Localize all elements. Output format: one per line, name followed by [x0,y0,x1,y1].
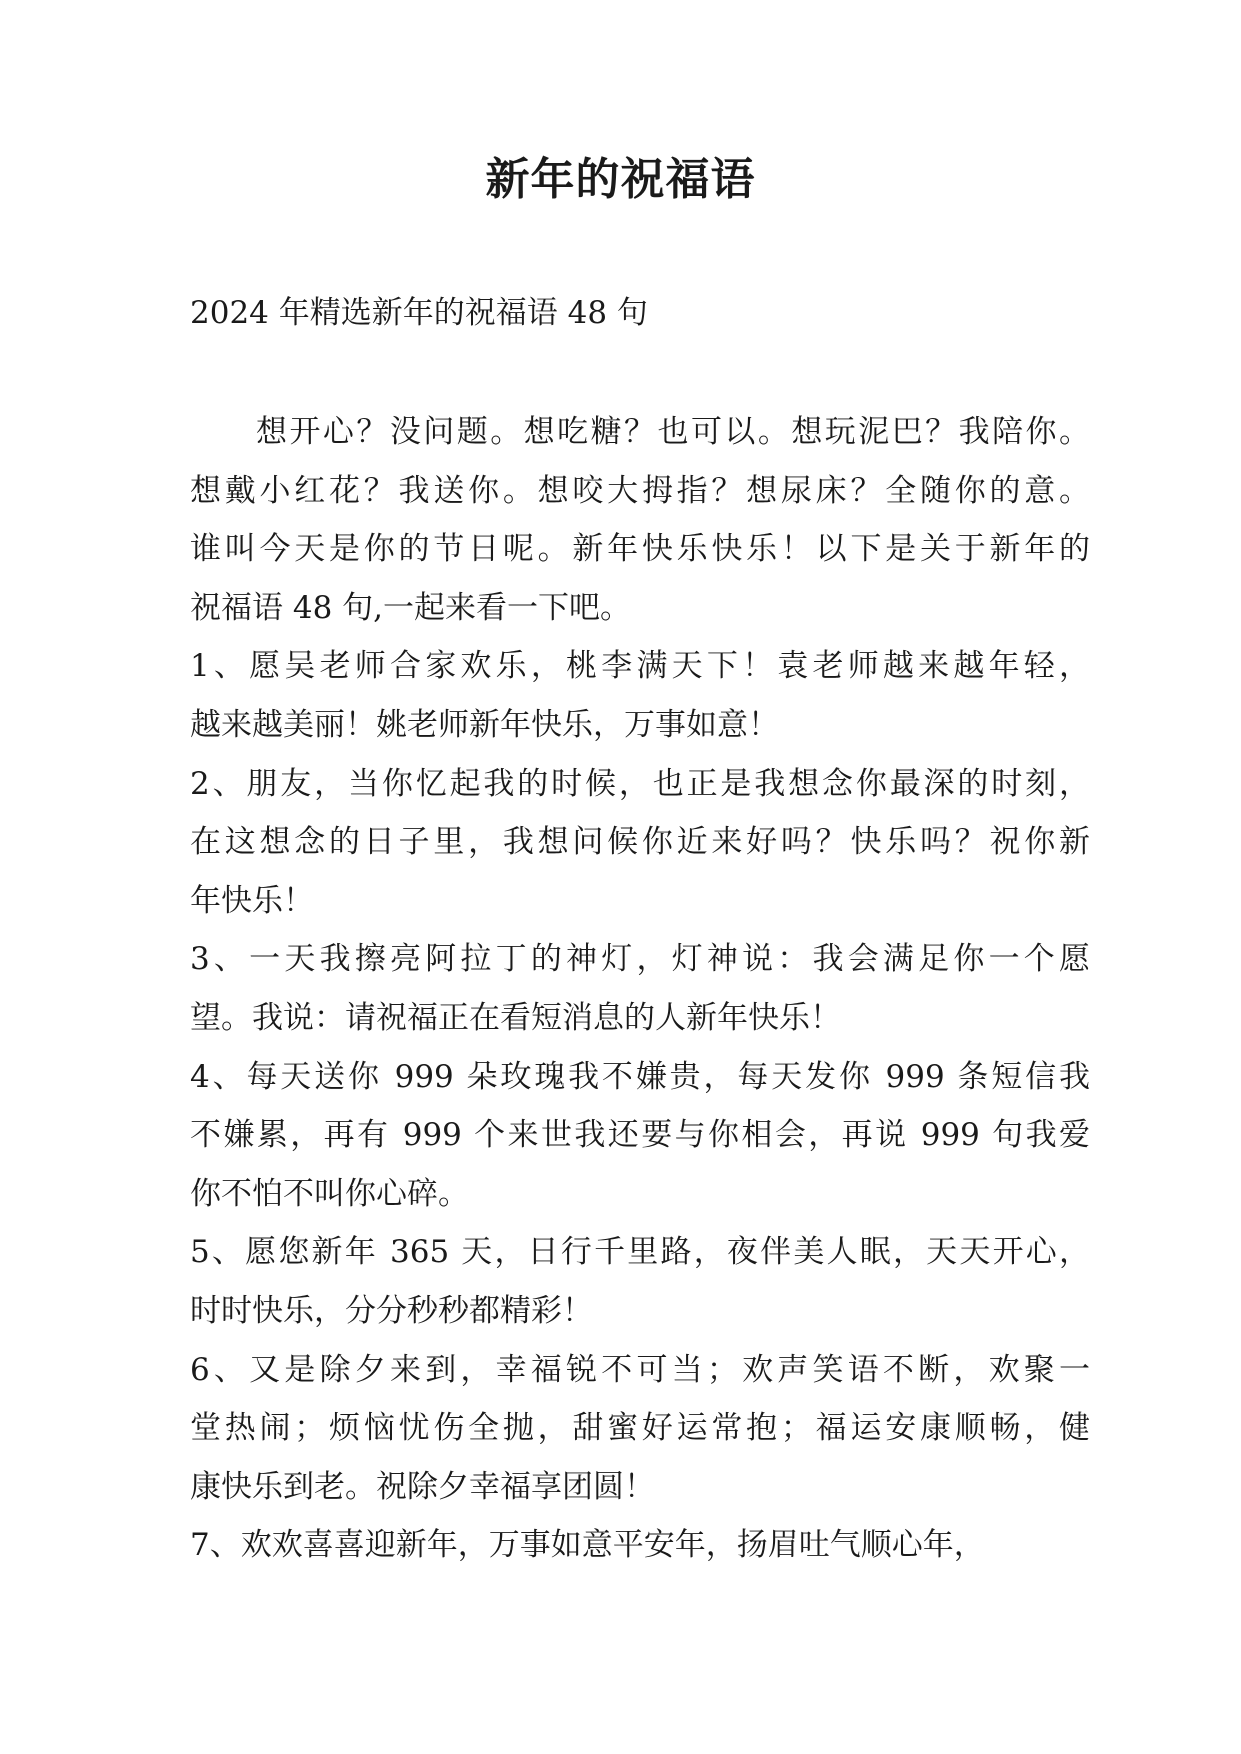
body-line: 5、愿您新年 365 天，日行千里路，夜伴美人眠，天天开心， [190,1234,1090,1271]
body-line: 堂热闹；烦恼忧伤全抛，甜蜜好运常抱；福运安康顺畅，健 [190,1410,1090,1447]
body-line: 6、又是除夕来到，幸福锐不可当；欢声笑语不断，欢聚一 [190,1351,1090,1388]
body-line: 谁叫今天是你的节日呢。新年快乐快乐！以下是关于新年的 [190,531,1090,568]
body-line: 祝福语 48 句,一起来看一下吧。 [190,589,632,626]
body-line: 2、朋友，当你忆起我的时候，也正是我想念你最深的时刻， [190,765,1090,802]
body-line: 时时快乐，分分秒秒都精彩！ [190,1292,593,1329]
body-line: 1、愿吴老师合家欢乐，桃李满天下！袁老师越来越年轻， [190,648,1090,685]
body-line: 想开心？没问题。想吃糖？也可以。想玩泥巴？我陪你。 [256,414,1090,450]
body-line: 在这想念的日子里，我想问候你近来好吗？快乐吗？祝你新 [190,824,1090,861]
body-line: 年快乐！ [190,882,314,919]
body-line: 想戴小红花？我送你。想咬大拇指？想尿床？全随你的意。 [190,472,1090,509]
body-line: 你不怕不叫你心碎。 [190,1175,469,1212]
page-title: 新年的祝福语 [485,154,756,205]
document-subtitle: 2024 年精选新年的祝福语 48 句 [190,295,648,331]
body-line: 不嫌累，再有 999 个来世我还要与你相会，再说 999 句我爱 [190,1117,1090,1154]
body-line: 4、每天送你 999 朵玫瑰我不嫌贵，每天发你 999 条短信我 [190,1058,1090,1095]
body-line: 望。我说：请祝福正在看短消息的人新年快乐！ [190,999,841,1036]
body-line: 3、一天我擦亮阿拉丁的神灯，灯神说：我会满足你一个愿 [190,941,1090,978]
body-line: 康快乐到老。祝除夕幸福享团圆！ [190,1468,655,1505]
document-body [190,403,1090,1575]
body-line: 7、欢欢喜喜迎新年，万事如意平安年，扬眉吐气顺心年， [190,1527,985,1564]
body-line: 越来越美丽！姚老师新年快乐，万事如意！ [190,706,779,743]
